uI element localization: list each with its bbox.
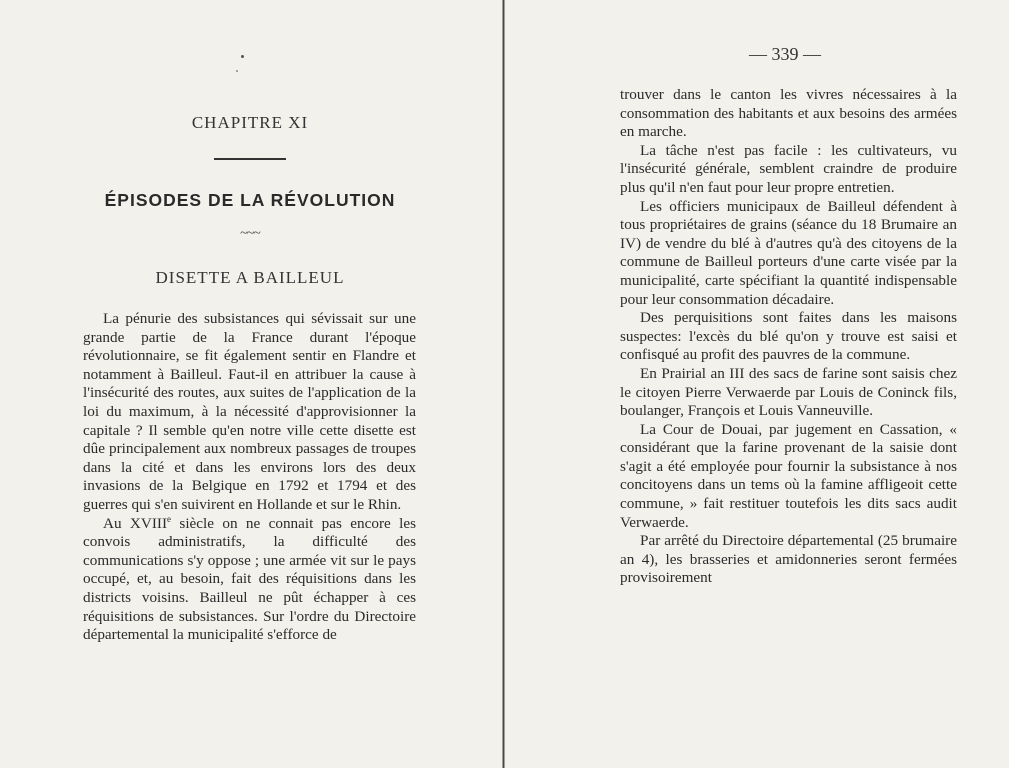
paragraph: La pénurie des subsistances qui sévissait sur une grande partie de la France durant l'époque révolutionnaire, se fit également sentir en Flandre et notamment à Bailleul. Faut-il en attribuer la cause à l'insécurité des routes, aux suites de l'application de la loi du maximum, à la nécessité d'approvisionner la capitale ? Il semble qu'en notre ville cette disette est dûe principalement aux nombreux passages de troupes dans la cité et dans les environs lors des deux invasions de la Belgique en 1792 et 1794 et des guerres qui s'en suivirent en Hollande et sur le Rhin. bbox=[83, 310, 416, 513]
paragraph: Par arrêté du Directoire départemental (25 brumaire an 4), les brasseries et amidonneries seront fermées provisoirement bbox=[620, 532, 957, 587]
page-number: — 339 — bbox=[749, 44, 821, 64]
superscript: e bbox=[167, 513, 172, 524]
chapter-number: CHAPITRE XI bbox=[191, 113, 309, 132]
right-body-text bbox=[620, 86, 957, 588]
paragraph: La Cour de Douai, par jugement en Cassation, « considérant que la farine provenant de la saisie dont s'agit a été employée pour fournir la subsistance à nos concitoyens dans un tems où la famine affligeoit cette commune, » fait restituer toutefois les dits sacs audit Verwaerde. bbox=[620, 420, 957, 531]
paragraph bbox=[83, 515, 416, 645]
left-page bbox=[0, 0, 500, 768]
ornament-divider: ~~~ bbox=[240, 226, 260, 241]
book-gutter bbox=[502, 0, 505, 768]
paragraph-rest: siècle on ne connait pas encore les convois administratifs, la difficulté des communications s'y oppose ; une armée vit sur le pays occupé, et, au besoin, fait des réquisitions dans les districts voisins. Bailleul ne pût échapper à ces réquisitions de subsistances. Sur l'ordre du Directoire départemental la municipalité s'efforce de bbox=[83, 514, 416, 644]
section-title: DISETTE A BAILLEUL bbox=[155, 268, 345, 287]
paragraph: Des perquisitions sont faites dans les maisons suspectes: l'excès du blé qu'on y trouve est saisi et confisqué au profit des pauvres de la commune. bbox=[620, 309, 957, 364]
paragraph-prefix: Au XVIII bbox=[103, 514, 168, 532]
paragraph: En Prairial an III des sacs de farine sont saisis chez le citoyen Pierre Verwaerde par Louis de Coninck fils, boulanger, François et Louis Vanneuville. bbox=[620, 364, 957, 420]
paragraph: trouver dans le canton les vivres nécessaires à la consommation des habitants et aux besoins des armées en marche. bbox=[620, 86, 957, 141]
title-rule bbox=[214, 158, 286, 160]
left-body-text bbox=[83, 310, 416, 645]
paragraph: Les officiers municipaux de Bailleul défendent à tous propriétaires de grains (séance du 18 Brumaire an IV) de vendre du blé à d'autres qu'à des citoyens de la commune de Bailleul porteurs d'une carte visée par la municipalité, carte spécifiant la quantité indispensable pour leur consommation décadaire. bbox=[620, 197, 957, 308]
ink-speck bbox=[236, 70, 238, 72]
paragraph: La tâche n'est pas facile : les cultivateurs, vu l'insécurité générale, semblent craindre de produire plus qu'il n'en faut pour leur propre entretien. bbox=[620, 141, 957, 196]
ink-speck bbox=[241, 55, 244, 58]
chapter-title: ÉPISODES DE LA RÉVOLUTION bbox=[104, 190, 396, 210]
